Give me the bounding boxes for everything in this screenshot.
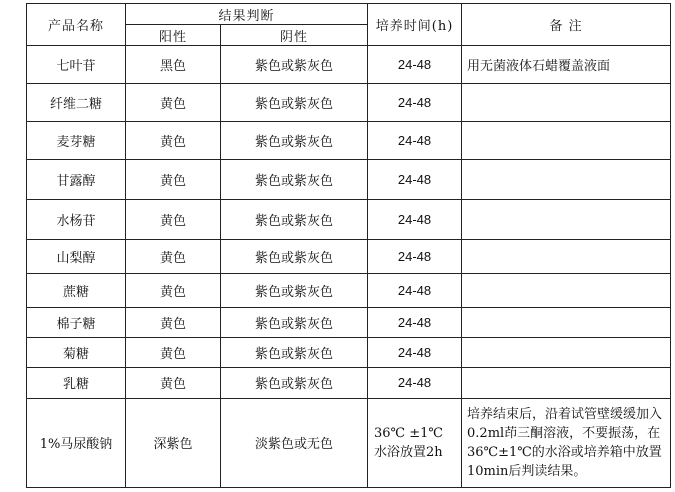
product-name-cell: 甘露醇 — [27, 160, 126, 200]
note-cell — [462, 84, 671, 122]
table-row — [27, 122, 671, 160]
positive-cell: 黄色 — [126, 367, 221, 398]
positive-cell: 黑色 — [126, 46, 221, 84]
negative-cell: 紫色或紫灰色 — [221, 122, 368, 160]
negative-cell: 紫色或紫灰色 — [221, 274, 368, 307]
time-cell: 24-48 — [368, 337, 462, 367]
note-cell: 培养结束后，沿着试管壁缓缓加入0.2ml茚三酮溶液，不要振荡，在36℃±1℃的水浴或培养箱中放置10min后判读结果。 — [462, 398, 671, 487]
table-row — [27, 240, 671, 274]
negative-cell: 紫色或紫灰色 — [221, 200, 368, 240]
note-cell — [462, 307, 671, 337]
table-row — [27, 337, 671, 367]
time-cell: 24-48 — [368, 240, 462, 274]
header-row-1 — [27, 4, 671, 25]
positive-cell: 黄色 — [126, 240, 221, 274]
positive-cell: 黄色 — [126, 160, 221, 200]
header-product-name: 产品名称 — [27, 4, 126, 46]
time-cell: 24-48 — [368, 160, 462, 200]
positive-cell: 黄色 — [126, 274, 221, 307]
header-result-judgement: 结果判断 — [126, 4, 368, 25]
table-row-last — [27, 398, 671, 487]
header-culture-time: 培养时间(h) — [368, 4, 462, 46]
positive-cell: 黄色 — [126, 307, 221, 337]
time-cell: 24-48 — [368, 200, 462, 240]
biochemical-test-table — [26, 3, 671, 488]
table-row — [27, 84, 671, 122]
time-cell: 24-48 — [368, 274, 462, 307]
product-name-cell: 麦芽糖 — [27, 122, 126, 160]
note-cell — [462, 240, 671, 274]
positive-cell: 黄色 — [126, 122, 221, 160]
product-name-cell: 水杨苷 — [27, 200, 126, 240]
note-cell — [462, 337, 671, 367]
product-name-cell: 纤维二糖 — [27, 84, 126, 122]
note-cell — [462, 200, 671, 240]
header-positive: 阳性 — [126, 25, 221, 46]
positive-cell: 深紫色 — [126, 398, 221, 487]
positive-cell: 黄色 — [126, 200, 221, 240]
note-cell — [462, 160, 671, 200]
negative-cell: 紫色或紫灰色 — [221, 337, 368, 367]
time-condition-cell — [368, 398, 462, 487]
time-condition-line-1: 36℃ ±1℃ — [374, 425, 443, 441]
negative-cell: 紫色或紫灰色 — [221, 240, 368, 274]
time-cell: 24-48 — [368, 367, 462, 398]
table-row — [27, 46, 671, 84]
positive-cell: 黄色 — [126, 84, 221, 122]
table-row — [27, 200, 671, 240]
header-negative: 阴性 — [221, 25, 368, 46]
table-row — [27, 274, 671, 307]
product-name-cell: 七叶苷 — [27, 46, 126, 84]
note-cell — [462, 122, 671, 160]
product-name-cell: 蔗糖 — [27, 274, 126, 307]
note-cell — [462, 367, 671, 398]
product-name-cell: 棉子糖 — [27, 307, 126, 337]
header-remarks: 备 注 — [462, 4, 671, 46]
time-cell: 24-48 — [368, 46, 462, 84]
time-condition-line-2: 水浴放置2h — [374, 444, 443, 460]
negative-cell: 紫色或紫灰色 — [221, 367, 368, 398]
table-row — [27, 160, 671, 200]
negative-cell: 紫色或紫灰色 — [221, 46, 368, 84]
negative-cell: 紫色或紫灰色 — [221, 160, 368, 200]
table-row — [27, 367, 671, 398]
time-cell: 24-48 — [368, 122, 462, 160]
product-name-cell: 山梨醇 — [27, 240, 126, 274]
negative-cell: 紫色或紫灰色 — [221, 84, 368, 122]
note-cell: 用无菌液体石蜡覆盖液面 — [462, 46, 671, 84]
product-name-cell: 1%马尿酸钠 — [27, 398, 126, 487]
note-cell — [462, 274, 671, 307]
table-row — [27, 307, 671, 337]
positive-cell: 黄色 — [126, 337, 221, 367]
negative-cell: 紫色或紫灰色 — [221, 307, 368, 337]
product-name-cell: 乳糖 — [27, 367, 126, 398]
product-name-cell: 菊糖 — [27, 337, 126, 367]
negative-cell: 淡紫色或无色 — [221, 398, 368, 487]
time-cell: 24-48 — [368, 307, 462, 337]
time-cell: 24-48 — [368, 84, 462, 122]
